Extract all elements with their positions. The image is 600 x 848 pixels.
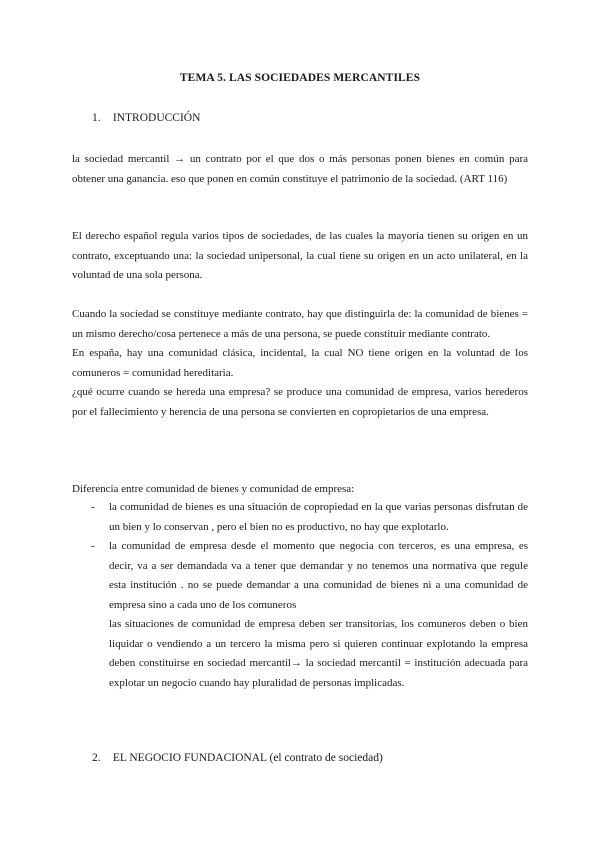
- paragraph-text: la sociedad mercantil → un contrato por el que dos o más personas ponen bienes en común para obtener una ganancia. eso que ponen en común constituye el patrimonio de la sociedad. (ART 116): [72, 153, 528, 185]
- section-label: INTRODUCCIÓN: [112, 112, 201, 124]
- paragraph-line: En españa, hay una comunidad clásica, incidental, la cual NO tiene origen en la voluntad de los comuneros = comunidad hereditaria.: [72, 347, 528, 379]
- section-label: EL NEGOCIO FUNDACIONAL: [112, 752, 267, 764]
- section-heading-negocio-fundacional: [92, 752, 383, 764]
- paragraph-line: Cuando la sociedad se constituye mediante contrato, hay que distinguirla de: la comunidad de bienes = un mismo derecho/cosa pertenece a más de una persona, se puede constituir mediante contrato.: [72, 308, 528, 340]
- section-number: 2.: [92, 752, 101, 764]
- section-number: 1.: [92, 112, 101, 124]
- list-item: [72, 498, 528, 537]
- list-item-text: las situaciones de comunidad de empresa deben ser transitorias, los comuneros deben o bien liquidar o vendiendo a un tercero la misma pero si quieren continuar explotando la empresa deben constituirse en sociedad mercantil→ la sociedad mercantil = institución adecuada para explotar un negocio cuando hay pluralidad de personas implicadas.: [109, 618, 528, 689]
- paragraph-text: El derecho español regula varios tipos de sociedades, de las cuales la mayoría tienen su origen en un contrato, exceptuando una: la sociedad unipersonal, la cual tiene su origen en un acto unilateral, en la voluntad de una sola persona.: [72, 230, 528, 281]
- paragraph-diferencia-intro: [72, 480, 528, 500]
- section-heading-introduccion: [92, 112, 200, 124]
- paragraph-text: Diferencia entre comunidad de bienes y comunidad de empresa:: [72, 483, 355, 495]
- difference-list: [72, 498, 528, 693]
- bullet-dash: -: [91, 501, 95, 513]
- list-item-text: la comunidad de bienes es una situación de copropiedad en la que varias personas disfrutan de un bien y lo conservan , pero el bien no es productivo, no hay que explotarlo.: [109, 501, 528, 533]
- paragraph-line: ¿qué ocurre cuando se hereda una empresa? se produce una comunidad de empresa, varios herederos por el fallecimiento y herencia de una persona se convierten en copropietarios de una empresa.: [72, 386, 528, 418]
- list-item: [72, 537, 528, 693]
- paragraph-definicion: [72, 150, 528, 189]
- paragraph-tipos-sociedades: [72, 227, 528, 286]
- bullet-dash: -: [91, 540, 95, 552]
- list-item-text: la comunidad de empresa desde el momento que negocia con terceros, es una empresa, es decir, va a ser demandada va a tener que demandar y no tenemos una normativa que regule esta institución . no se puede demandar a una comunidad de bienes ni a una comunidad de empresa sino a cada uno de los comuneros: [109, 540, 528, 611]
- paragraph-comunidad: [72, 305, 528, 422]
- section-label-suffix: (el contrato de sociedad): [269, 752, 383, 764]
- document-title: TEMA 5. LAS SOCIEDADES MERCANTILES: [179, 72, 421, 84]
